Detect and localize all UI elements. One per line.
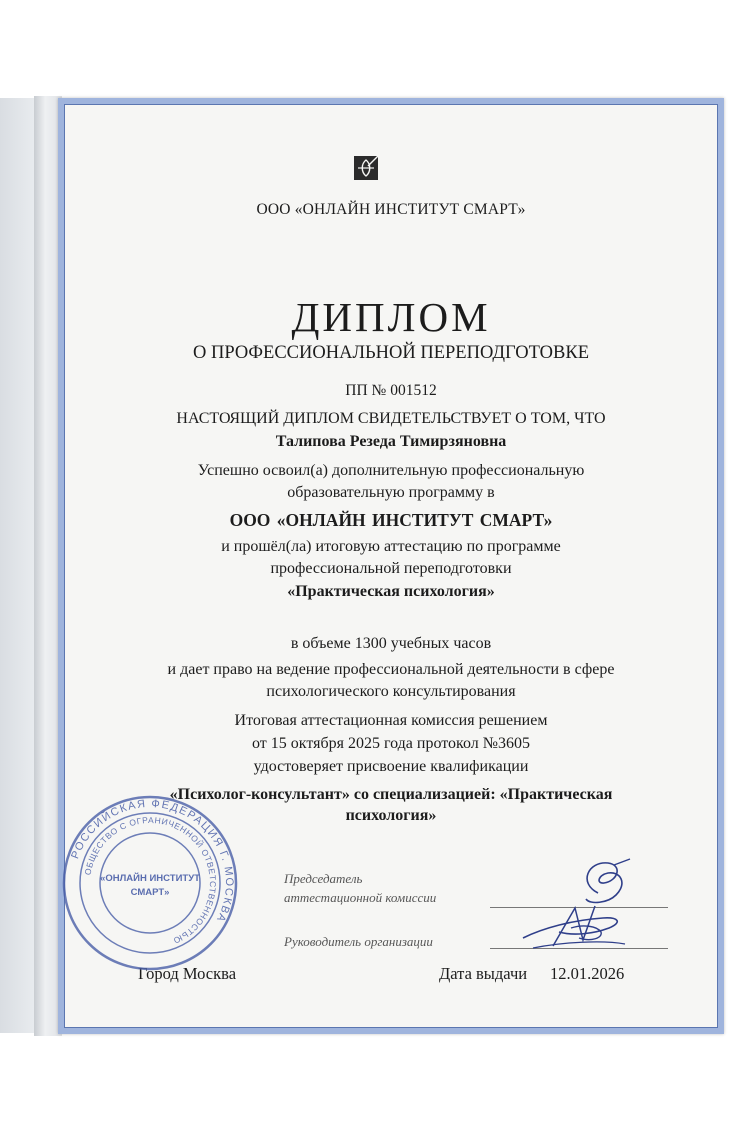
qualification-line1: «Психолог-консультант» со специализацией: «Практическая	[169, 786, 613, 803]
program-name: «Практическая психология»	[287, 583, 495, 600]
chair-label-line1: Председатель	[284, 871, 363, 886]
stamp-center-line1: «ОНЛАЙН ИНСТИТУТ	[100, 873, 200, 884]
stamp-outer-text: РОССИЙСКАЯ ФЕДЕРАЦИЯ Г. МОСКВА	[69, 797, 236, 925]
holder-name: Талипова Резеда Тимирзяновна	[275, 433, 507, 450]
stamp-center-line2: СМАРТ»	[130, 887, 170, 898]
organization-header: ООО «ОНЛАЙН ИНСТИТУТ СМАРТ»	[256, 201, 526, 218]
issue-date-label: Дата выдачи	[439, 964, 528, 983]
attestation-text-line2: профессиональной переподготовки	[270, 560, 512, 577]
document-subtitle: О ПРОФЕССИОНАЛЬНОЙ ПЕРЕПОДГОТОВКЕ	[192, 343, 589, 363]
head-signature	[513, 898, 633, 958]
commission-text-line1: Итоговая аттестационная комиссия решением	[234, 712, 548, 729]
diploma-number: ПП № 001512	[345, 382, 437, 399]
statement-text: НАСТОЯЩИЙ ДИПЛОМ СВИДЕТЕЛЬСТВУЕТ О ТОМ, ЧТО	[176, 410, 606, 427]
commission-text-line2: от 15 октября 2025 года протокол №3605	[251, 735, 531, 752]
stamp-inner-text: ОБЩЕСТВО С ОГРАНИЧЕННОЙ ОТВЕТСТВЕННОСТЬЮ	[82, 814, 219, 947]
right-text-line2: психологического консультирования	[266, 683, 516, 700]
issue-date: 12.01.2026	[550, 964, 625, 983]
qualification-line2: психология»	[345, 807, 437, 824]
head-label: Руководитель организации	[284, 934, 433, 949]
mastered-text-line1: Успешно освоил(а) дополнительную профессиональную	[197, 462, 585, 479]
document-title: ДИПЛОМ	[291, 294, 491, 340]
institute-logo-icon	[354, 156, 378, 180]
chair-label-line2: аттестационной комиссии	[284, 890, 437, 905]
hours-text: в объеме 1300 учебных часов	[290, 635, 492, 652]
organization-name: ООО «ОНЛАЙН ИНСТИТУТ СМАРТ»	[229, 510, 553, 530]
city-text: Город Москва	[138, 964, 237, 983]
right-text-line1: и дает право на ведение профессиональной деятельности в сфере	[167, 661, 615, 678]
mastered-text-line2: образовательную программу в	[287, 484, 495, 501]
organization-stamp	[60, 793, 240, 973]
commission-text-line3: удостоверяет присвоение квалификации	[253, 758, 529, 775]
attestation-text-line1: и прошёл(ла) итоговую аттестацию по программе	[221, 538, 561, 555]
